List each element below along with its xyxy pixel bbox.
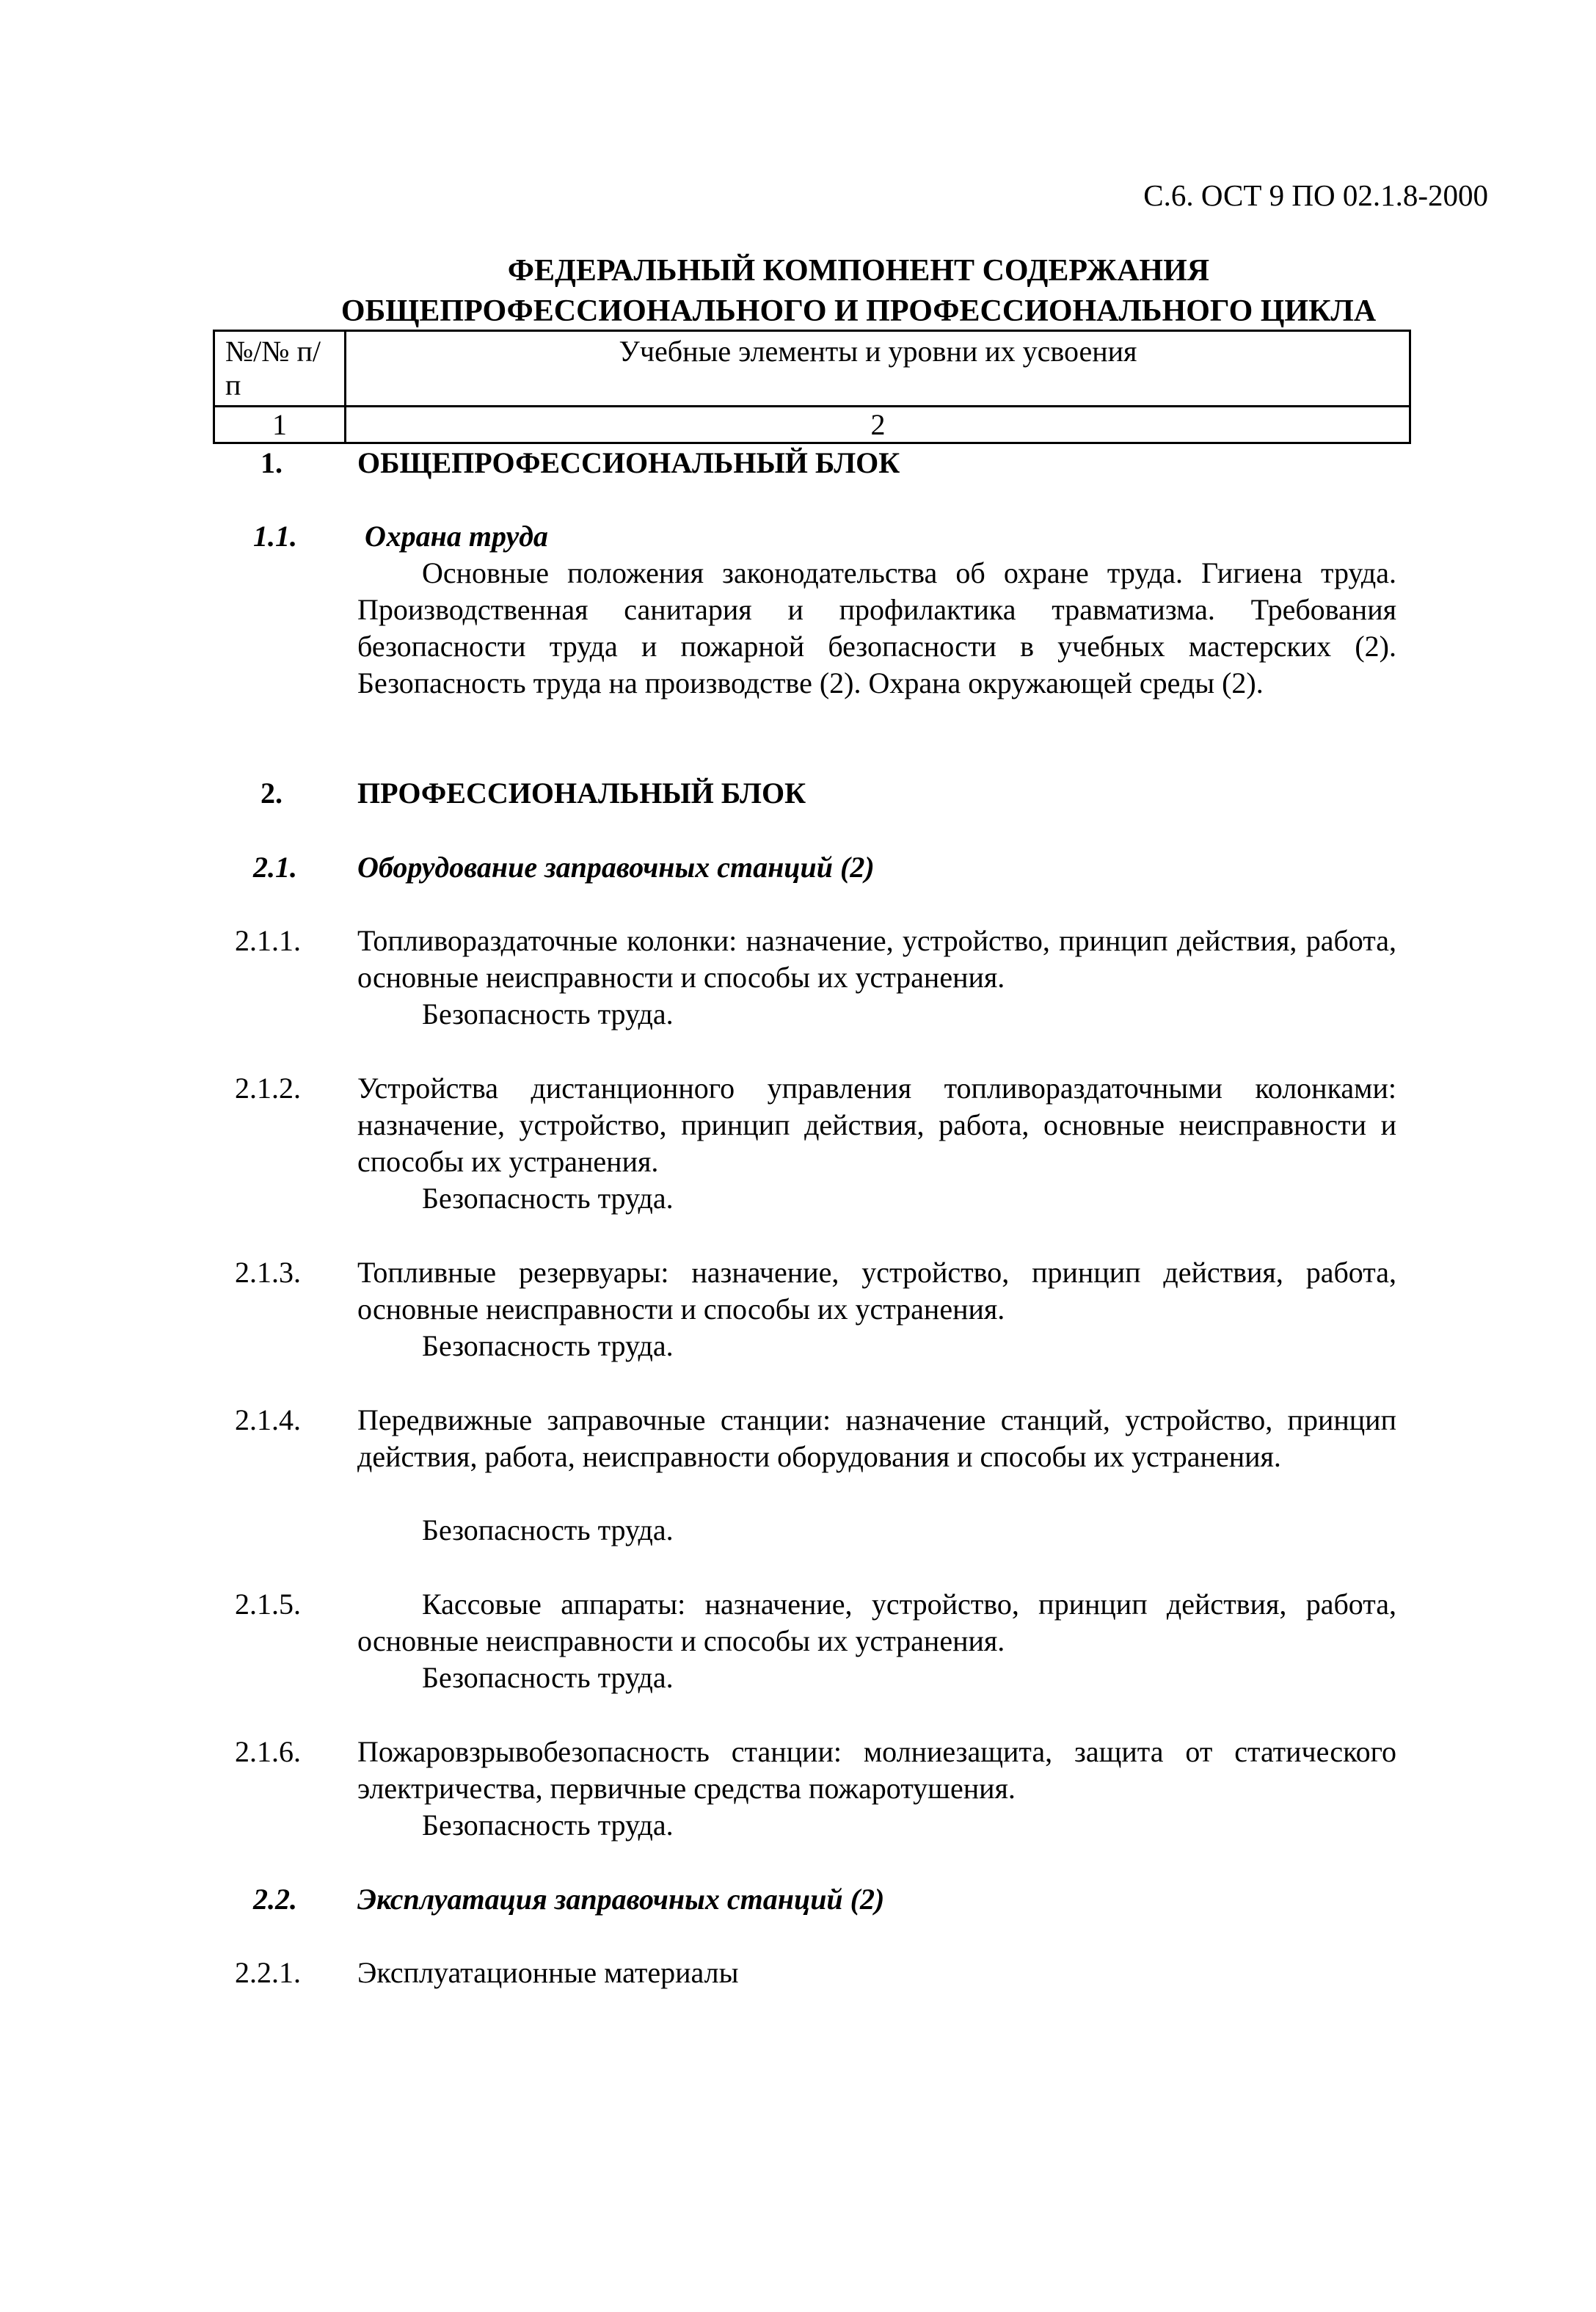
title-line-2: ОБЩЕПРОФЕССИОНАЛЬНОГО И ПРОФЕССИОНАЛЬНОГО ЦИКЛА	[340, 294, 1377, 328]
title-line-1: ФЕДЕРАЛЬНЫЙ КОМПОНЕНТ СОДЕРЖАНИЯ	[507, 254, 1210, 288]
safety-note: Безопасность труда.	[422, 1513, 674, 1546]
section-number: 1.1.	[253, 520, 297, 553]
table-row-divider	[215, 405, 1409, 407]
item-text: Топливные резервуары: назначение, устройство, принцип действия, работа, основные неисправности и способы их устранения.	[357, 1256, 1396, 1326]
item-number: 2.1.1.	[235, 924, 301, 957]
safety-note: Безопасность труда.	[422, 1182, 674, 1215]
header-table	[213, 330, 1411, 444]
section-number: 1.	[260, 446, 283, 479]
table-column-divider	[344, 332, 346, 442]
safety-note: Безопасность труда.	[422, 1329, 674, 1362]
item-number: 2.2.1.	[235, 1956, 301, 1989]
item-number: 2.1.5.	[235, 1588, 301, 1621]
safety-note: Безопасность труда.	[422, 1661, 674, 1694]
section-title: Охрана труда	[365, 520, 548, 553]
section-number: 2.	[260, 777, 283, 810]
item-text: Передвижные заправочные станции: назначение станций, устройство, принцип действия, работа, неисправности оборудования и способы их устранения.	[357, 1403, 1396, 1473]
table-col2-header: Учебные элементы и уровни их усвоения	[619, 335, 1137, 368]
safety-note: Безопасность труда.	[422, 1808, 674, 1842]
item-text: Пожаровзрывобезопасность станции: молниезащита, защита от статического электричества, первичные средства пожаротушения.	[357, 1735, 1396, 1805]
document-title	[213, 251, 1504, 332]
section-number: 2.2.	[253, 1883, 297, 1916]
table-col1-number: 1	[272, 408, 287, 441]
item-text: Эксплуатационные материалы	[357, 1956, 739, 1989]
item-number: 2.1.2.	[235, 1072, 301, 1105]
section-number: 2.1.	[253, 851, 297, 884]
item-text: Топливораздаточные колонки: назначение, устройство, принцип действия, работа, основные неисправности и способы их устранения.	[357, 924, 1396, 994]
section-title: ПРОФЕССИОНАЛЬНЫЙ БЛОК	[357, 777, 806, 810]
item-text: Устройства дистанционного управления топливораздаточными колонками: назначение, устройство, принцип действия, работа, основные неисправности и способы их устранения.	[357, 1072, 1396, 1178]
safety-note: Безопасность труда.	[422, 997, 674, 1030]
section-title: Эксплуатация заправочных станций (2)	[357, 1883, 885, 1916]
table-col2-number: 2	[870, 408, 886, 441]
item-number: 2.1.6.	[235, 1735, 301, 1768]
section-title: Оборудование заправочных станций (2)	[357, 851, 875, 884]
section-title: ОБЩЕПРОФЕССИОНАЛЬНЫЙ БЛОК	[357, 446, 900, 479]
paragraph: Основные положения законодательства об охране труда. Гигиена труда. Производственная санитария и профилактика травматизма. Требования безопасности труда и пожарной безопасности в учебных мастерских (2). Безопасность труда на производстве (2). Охрана окружающей среды (2).	[357, 556, 1396, 699]
item-text: Кассовые аппараты: назначение, устройство, принцип действия, работа, основные неисправности и способы их устранения.	[357, 1588, 1396, 1657]
item-number: 2.1.4.	[235, 1403, 301, 1436]
item-number: 2.1.3.	[235, 1256, 301, 1289]
page-header: С.6. ОСТ 9 ПО 02.1.8-2000	[1143, 178, 1488, 212]
table-col1-header: №/№ п/п	[225, 335, 321, 401]
